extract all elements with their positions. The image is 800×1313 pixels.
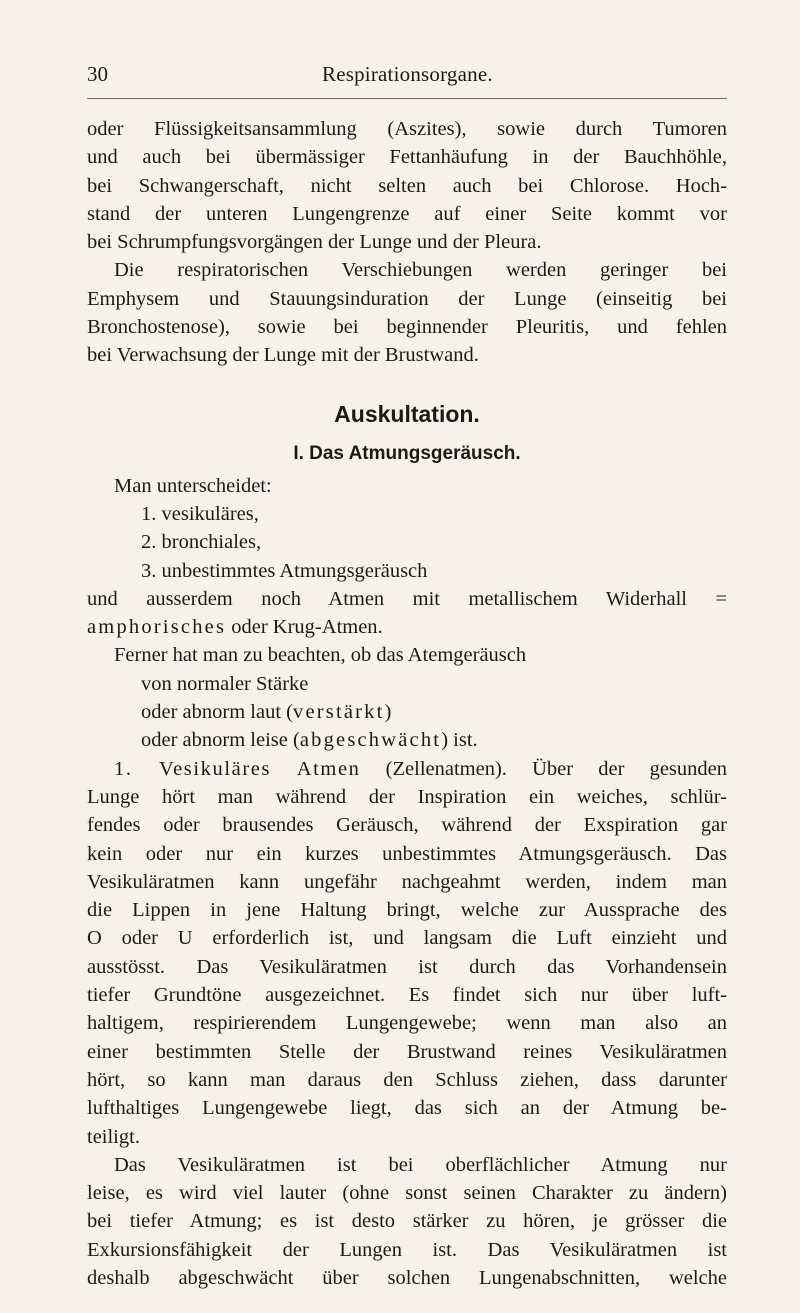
text-line: teiligt. [87, 1125, 140, 1148]
section-title: Auskultation. [334, 400, 480, 427]
text-line [87, 613, 727, 641]
paragraph-2 [87, 256, 727, 369]
text-line: bei Verwachsung der Lunge mit der Brustwand. [87, 344, 479, 367]
body-text [87, 115, 727, 1292]
paragraph-1 [87, 115, 727, 256]
text-line: und ausserdem noch Atmen mit metallischem Widerhall = [87, 587, 727, 610]
spaced-term: amphorisches [87, 616, 227, 639]
text-line: Ferner hat man zu beachten, ob das Atemgeräusch [114, 644, 527, 667]
page-number: 30 [87, 62, 108, 86]
text-line [87, 698, 727, 726]
text-line: O oder U erforderlich ist, und langsam die Luft einzieht und [87, 927, 727, 950]
list-intro: Man unterscheidet: [114, 474, 272, 497]
text-line: oder Flüssigkeitsansammlung (Aszites), sowie durch Tumoren [87, 118, 727, 140]
paragraph-last [87, 1151, 727, 1292]
text-line: lufthaltiges Lungengewebe liegt, das sich an der Atmung be- [87, 1097, 727, 1120]
text-line: Vesikuläratmen kann ungefähr nachgeahmt werden, indem man [87, 870, 727, 893]
text-line: bei Schrumpfungsvorgängen der Lunge und der Pleura. [87, 231, 542, 254]
text-fragment: (Zellenatmen). Über der gesunden [360, 757, 728, 780]
header-rule [87, 98, 727, 99]
list-item: 1. vesikuläres, [141, 502, 259, 525]
text-line: fendes oder brausendes Geräusch, während der Exspiration gar [87, 814, 727, 837]
classification-list [87, 472, 727, 642]
text-line: hört, so kann man daraus den Schluss ziehen, dass darunter [87, 1068, 727, 1091]
text-line: haltigem, respirierendem Lungengewebe; wenn man also an [87, 1012, 727, 1035]
list-item: 2. bronchiales, [141, 531, 262, 554]
text-line: ausstösst. Das Vesikuläratmen ist durch das Vorhandensein [87, 955, 727, 978]
spaced-term: 1. Vesikuläres Atmen [114, 757, 361, 780]
spaced-term: verstärkt [293, 701, 385, 724]
text-line: bei Schwangerschaft, nicht selten auch bei Chlorose. Hoch- [87, 174, 727, 197]
page-header [87, 60, 727, 94]
text-line: Die respiratorischen Verschiebungen werden geringer bei [114, 259, 727, 282]
text-line: leise, es wird viel lauter (ohne sonst seinen Charakter zu ändern) [87, 1182, 727, 1205]
text-line: bei tiefer Atmung; es ist desto stärker zu hören, je grösser die [87, 1210, 727, 1233]
text-line: Emphysem und Stauungsinduration der Lunge (einseitig bei [87, 287, 727, 310]
text-line: und auch bei übermässiger Fettanhäufung in der Bauchhöhle, [87, 146, 727, 169]
text-fragment: oder abnorm laut ( [141, 701, 293, 724]
text-line: Bronchostenose), sowie bei beginnender Pleuritis, und fehlen [87, 316, 727, 339]
text-line: tiefer Grundtöne ausgezeichnet. Es findet sich nur über luft- [87, 984, 727, 1007]
text-line: deshalb abgeschwächt über solchen Lungenabschnitten, welche [87, 1266, 727, 1289]
text-line: Exkursionsfähigkeit der Lungen ist. Das Vesikuläratmen ist [87, 1238, 727, 1261]
text-line: die Lippen in jene Haltung bringt, welche zur Aussprache des [87, 899, 727, 922]
text-line: von normaler Stärke [141, 672, 309, 695]
running-head: Respirationsorgane. [322, 62, 493, 86]
text-line [87, 726, 727, 754]
text-line: einer bestimmten Stelle der Brustwand reines Vesikuläratmen [87, 1040, 727, 1063]
text-line [87, 755, 727, 783]
text-line: Lunge hört man während der Inspiration ein weiches, schlür- [87, 785, 727, 808]
text-line: kein oder nur ein kurzes unbestimmtes Atmungsgeräusch. Das [87, 842, 727, 865]
text-line: Das Vesikuläratmen ist bei oberflächlicher Atmung nur [114, 1153, 727, 1176]
list-item: 3. unbestimmtes Atmungsgeräusch [141, 559, 428, 582]
text-line: stand der unteren Lungengrenze auf einer Seite kommt vor [87, 202, 727, 225]
text-fragment: ) [384, 701, 392, 724]
text-fragment: ) ist. [441, 729, 478, 752]
paragraph-ferner [87, 641, 727, 754]
text-fragment: oder abnorm leise ( [141, 729, 300, 752]
paragraph-vesikulaer [87, 755, 727, 1151]
spaced-term: abgeschwächt [299, 729, 442, 752]
text-fragment: oder Krug-Atmen. [226, 616, 383, 639]
sub-title: I. Das Atmungsgeräusch. [293, 442, 521, 464]
